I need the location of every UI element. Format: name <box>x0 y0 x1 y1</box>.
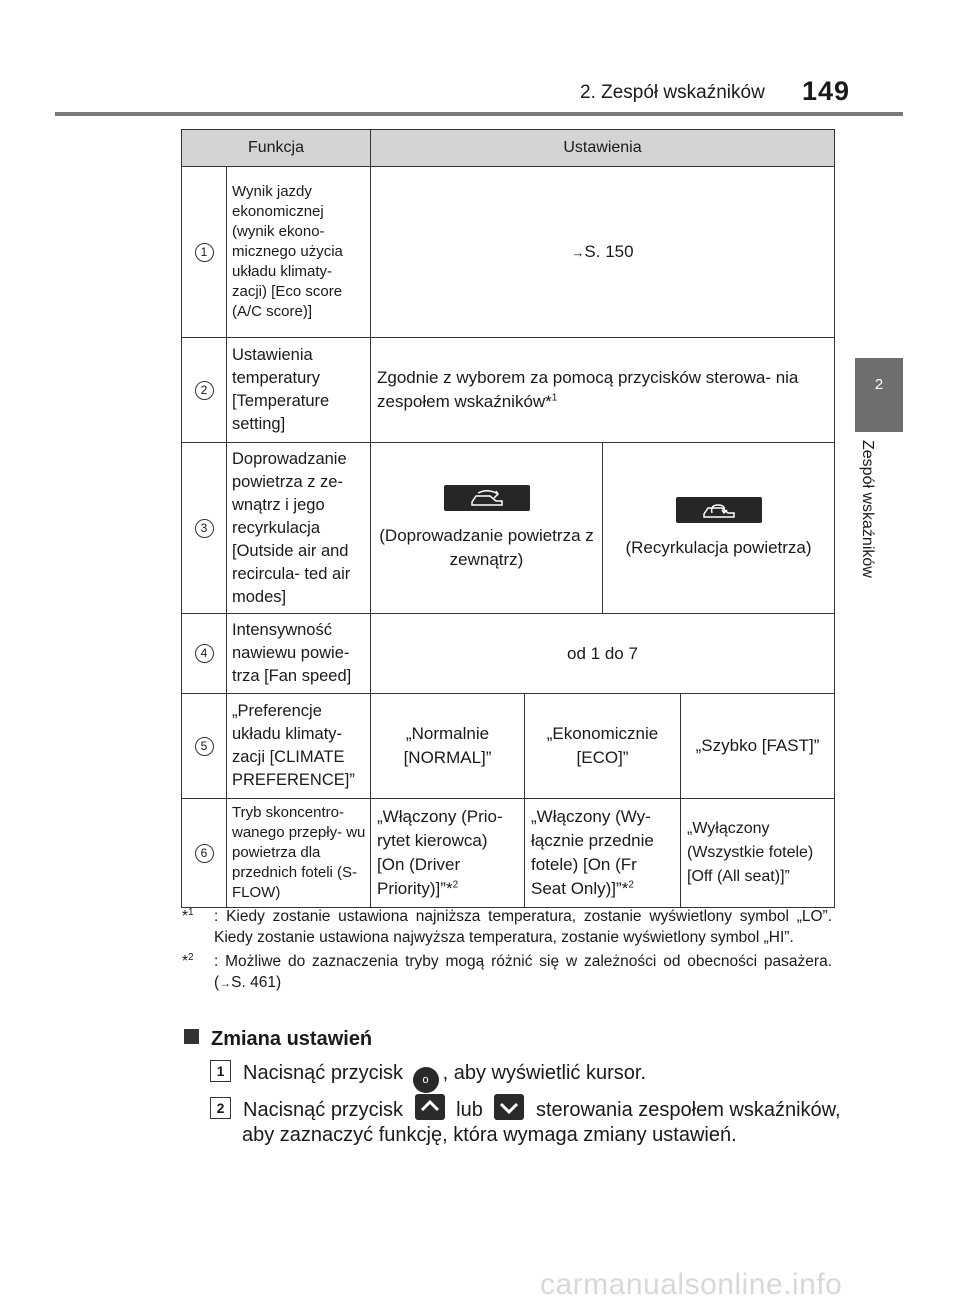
setting-option-label: (Recyrkulacja powietrza) <box>625 537 812 557</box>
section-bullet-icon <box>184 1029 199 1044</box>
setting-cell <box>371 338 835 443</box>
function-cell: „Preferencje układu klimaty- zacji [CLIMATE PREFERENCE]” <box>227 694 371 799</box>
row-number: 5 <box>195 737 214 756</box>
setting-option-cell: „Wyłączony (Wszystkie fotele) [Off (All seat)]” <box>681 799 835 908</box>
function-cell: Intensywność nawiewu powie- trza [Fan speed] <box>227 614 371 694</box>
footnote-ref: 2 <box>452 879 459 891</box>
row-number: 2 <box>195 381 214 400</box>
arrow-down-button-icon <box>494 1094 524 1120</box>
row-number: 6 <box>195 844 214 863</box>
instruction-step <box>210 1058 646 1093</box>
section-title: Zmiana ustawień <box>211 1028 373 1050</box>
footnote-ref: 2 <box>628 879 634 891</box>
watermark: carmanualsonline.info <box>540 1268 843 1301</box>
page-number: 149 <box>802 76 851 106</box>
step-text: sterowania zespołem wskaźników, <box>536 1099 841 1121</box>
footnote-ref: 1 <box>551 392 558 404</box>
footnotes <box>182 906 832 997</box>
footnote-text: : Kiedy zostanie ustawiona najniższa temperatura, zostanie wyświetlony symbol „LO”. Kiedy zostanie ustawiona najwyższa temperatura, zostanie wyświetlony symbol „HI”. <box>214 908 832 946</box>
footnote-text: : Możliwe do zaznaczenia tryby mogą różnić się w zależności od obecności pasażera. ( <box>214 953 832 991</box>
setting-option-cell <box>371 443 603 614</box>
chapter-side-label <box>858 440 898 610</box>
step-text: Nacisnąć przycisk <box>243 1062 404 1084</box>
instruction-step <box>210 1094 841 1125</box>
row-number-cell <box>182 694 227 799</box>
step-number: 1 <box>210 1060 231 1082</box>
row-number: 1 <box>195 243 214 262</box>
chapter-tab-number: 2 <box>874 376 884 393</box>
chapter-tab <box>855 358 903 432</box>
setting-option-label: „Włączony (Prio- rytet kierowca) [On (Driver Priority)]”* <box>377 807 503 898</box>
page-ref-arrow-icon: → <box>571 244 585 260</box>
function-cell: Tryb skoncentro- wanego przepły- wu powietrza dla przednich foteli (S-FLOW) <box>227 799 371 908</box>
col-func-header: Funkcja <box>182 130 371 167</box>
footnote-mark: *$^2$ <box>182 951 194 970</box>
setting-text: S. 150 <box>584 241 634 261</box>
row-number-cell <box>182 167 227 338</box>
row-number-cell <box>182 799 227 908</box>
setting-cell <box>371 167 835 338</box>
table-row <box>182 443 835 614</box>
recirculation-icon <box>676 497 762 523</box>
footnote <box>182 951 832 994</box>
table-row <box>182 167 835 338</box>
table-header-row <box>182 130 835 167</box>
function-cell: Wynik jazdy ekonomicznej (wynik ekono- micznego użycia układu klimaty- zacji) [Eco score (A/C score)] <box>227 167 371 338</box>
table-row <box>182 614 835 694</box>
row-number-cell <box>182 338 227 443</box>
footnote-mark: *$^1$ <box>182 906 194 925</box>
table-row <box>182 694 835 799</box>
header-divider <box>55 112 903 116</box>
setting-option-cell <box>371 799 525 908</box>
function-cell: Doprowadzanie powietrza z ze- wnątrz i jego recyrkulacja [Outside air and recircula- ted air modes] <box>227 443 371 614</box>
col-settings-header: Ustawienia <box>371 130 835 167</box>
setting-option-cell <box>525 799 681 908</box>
instruction-step-continued: aby zaznaczyć funkcję, która wymaga zmiany ustawień. <box>242 1124 737 1146</box>
setting-option-cell: „Normalnie [NORMAL]” <box>371 694 525 799</box>
setting-text: Zgodnie z wyborem za pomocą przycisków sterowa- nia zespołem wskaźników* <box>377 368 799 411</box>
setting-option-label: „Włączony (Wy- łącznie przednie fotele) [On (Fr Seat Only)]”* <box>531 807 654 898</box>
row-number-cell <box>182 443 227 614</box>
settings-table <box>181 129 835 908</box>
setting-option-label: (Doprowadzanie powietrza z zewnątrz) <box>379 525 594 569</box>
arrow-up-button-icon <box>415 1094 445 1120</box>
setting-option-cell <box>603 443 835 614</box>
row-number: 3 <box>195 519 214 538</box>
table-row <box>182 799 835 908</box>
table-row <box>182 338 835 443</box>
ok-button-icon: o <box>413 1067 439 1093</box>
page-ref-arrow-icon: → <box>219 976 232 990</box>
row-number: 4 <box>195 644 214 663</box>
step-text: , aby wyświetlić kursor. <box>442 1062 646 1084</box>
step-text: lub <box>456 1099 483 1121</box>
setting-option-cell: „Szybko [FAST]” <box>681 694 835 799</box>
footnote-page-ref[interactable]: S. 461) <box>231 974 282 991</box>
outside-air-icon <box>444 485 530 511</box>
section-heading <box>184 1028 372 1051</box>
step-number: 2 <box>210 1097 231 1119</box>
step-text: Nacisnąć przycisk <box>243 1099 404 1121</box>
row-number-cell <box>182 614 227 694</box>
chapter-side-label-text: Zespół wskaźników <box>859 440 876 578</box>
function-cell: Ustawienia temperatury [Temperature setting] <box>227 338 371 443</box>
footnote <box>182 906 832 948</box>
header-title: 2. Zespół wskaźników <box>580 82 765 103</box>
setting-option-cell: „Ekonomicznie [ECO]” <box>525 694 681 799</box>
setting-cell: od 1 do 7 <box>371 614 835 694</box>
